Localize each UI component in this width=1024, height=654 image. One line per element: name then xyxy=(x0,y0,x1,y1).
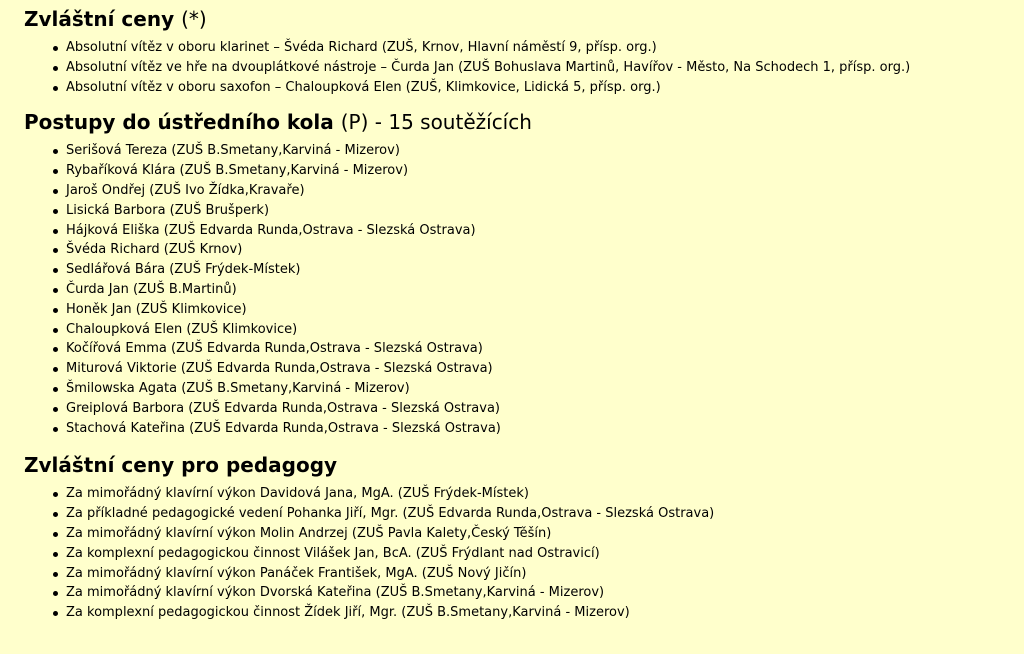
section-title: Zvláštní ceny xyxy=(24,7,175,31)
section-heading xyxy=(24,450,1024,480)
list-item: Stachová Kateřina (ZUŠ Edvarda Runda,Ostrava - Slezská Ostrava) xyxy=(66,419,1024,439)
list-item: Miturová Viktorie (ZUŠ Edvarda Runda,Ostrava - Slezská Ostrava) xyxy=(66,359,1024,379)
list-item: Šmilowska Agata (ZUŠ B.Smetany,Karviná - Mizerov) xyxy=(66,379,1024,399)
section-teacher-prizes xyxy=(24,450,1024,623)
list-item: Za komplexní pedagogickou činnost Žídek Jiří, Mgr. (ZUŠ B.Smetany,Karviná - Mizerov) xyxy=(66,603,1024,623)
list-item: Serišová Tereza (ZUŠ B.Smetany,Karviná - Mizerov) xyxy=(66,141,1024,161)
list-item: Lisická Barbora (ZUŠ Brušperk) xyxy=(66,201,1024,221)
list-item: Jaroš Ondřej (ZUŠ Ivo Žídka,Kravaře) xyxy=(66,181,1024,201)
section-advancers xyxy=(24,107,1024,438)
list-item: Absolutní vítěz v oboru saxofon – Chaloupková Elen (ZUŠ, Klimkovice, Lidická 5, přísp. org.) xyxy=(66,78,1024,98)
list-item: Za příkladné pedagogické vedení Pohanka Jiří, Mgr. (ZUŠ Edvarda Runda,Ostrava - Slezská Ostrava) xyxy=(66,504,1024,524)
list-item: Absolutní vítěz v oboru klarinet – Švéda Richard (ZUŠ, Krnov, Hlavní náměstí 9, přísp. org.) xyxy=(66,38,1024,58)
section-heading xyxy=(24,4,1024,34)
list-item: Hájková Eliška (ZUŠ Edvarda Runda,Ostrava - Slezská Ostrava) xyxy=(66,221,1024,241)
list-item: Rybaříková Klára (ZUŠ B.Smetany,Karviná - Mizerov) xyxy=(66,161,1024,181)
list-item: Kočířová Emma (ZUŠ Edvarda Runda,Ostrava - Slezská Ostrava) xyxy=(66,339,1024,359)
list-item: Za mimořádný klavírní výkon Molin Andrzej (ZUŠ Pavla Kalety,Český Těšín) xyxy=(66,524,1024,544)
section-title-suffix: (*) xyxy=(181,7,207,31)
section-title-suffix: (P) - 15 soutěžících xyxy=(340,110,532,135)
advancers-list xyxy=(24,141,1024,438)
teacher-prizes-list xyxy=(24,484,1024,623)
section-heading xyxy=(24,107,1024,137)
list-item: Za mimořádný klavírní výkon Davidová Jana, MgA. (ZUŠ Frýdek-Místek) xyxy=(66,484,1024,504)
section-title: Postupy do ústředního kola xyxy=(24,110,334,135)
list-item: Za mimořádný klavírní výkon Dvorská Kateřina (ZUŠ B.Smetany,Karviná - Mizerov) xyxy=(66,583,1024,603)
list-item: Chaloupková Elen (ZUŠ Klimkovice) xyxy=(66,320,1024,340)
list-item: Honěk Jan (ZUŠ Klimkovice) xyxy=(66,300,1024,320)
list-item: Absolutní vítěz ve hře na dvouplátkové nástroje – Čurda Jan (ZUŠ Bohuslava Martinů, Havířov - Město, Na Schodech 1, přísp. org.) xyxy=(66,58,1024,78)
list-item: Za komplexní pedagogickou činnost Vilášek Jan, BcA. (ZUŠ Frýdlant nad Ostravicí) xyxy=(66,544,1024,564)
list-item: Greiplová Barbora (ZUŠ Edvarda Runda,Ostrava - Slezská Ostrava) xyxy=(66,399,1024,419)
list-item: Sedlářová Bára (ZUŠ Frýdek-Místek) xyxy=(66,260,1024,280)
section-title: Zvláštní ceny pro pedagogy xyxy=(24,453,338,478)
list-item: Čurda Jan (ZUŠ B.Martinů) xyxy=(66,280,1024,300)
list-item: Švéda Richard (ZUŠ Krnov) xyxy=(66,240,1024,260)
list-item: Za mimořádný klavírní výkon Panáček František, MgA. (ZUŠ Nový Jičín) xyxy=(66,564,1024,584)
section-special-prizes xyxy=(24,4,1024,97)
special-prizes-list xyxy=(24,38,1024,97)
